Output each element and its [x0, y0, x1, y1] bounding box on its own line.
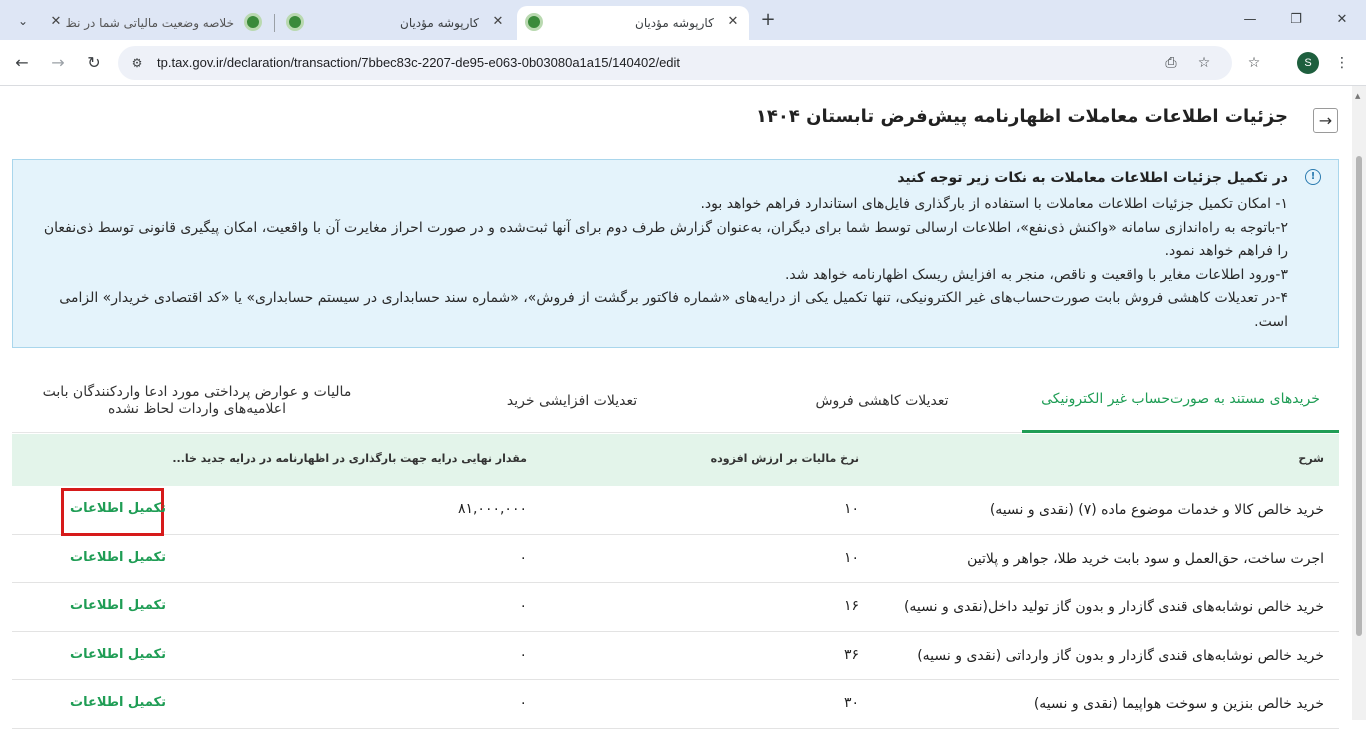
row-vat-rate: ۱۰ [843, 501, 859, 517]
browser-tab-karpooshe-active[interactable] [517, 6, 749, 40]
restore-icon[interactable]: ❐ [1290, 12, 1302, 27]
table-row [12, 486, 1339, 535]
complete-info-link[interactable]: تکمیل اطلاعات [70, 646, 166, 662]
table-row [12, 680, 1339, 729]
section-tabs [12, 369, 1339, 433]
row-vat-rate: ۱۰ [843, 549, 859, 566]
notice-box [12, 159, 1339, 348]
site-info-icon[interactable]: ⚙ [131, 56, 143, 70]
row-vat-rate: ۳۶ [843, 646, 859, 663]
bookmark-star-icon[interactable]: ☆ [1197, 55, 1211, 71]
complete-info-link[interactable]: تکمیل اطلاعات [70, 501, 166, 516]
browser-tab-title: کارپوشه مؤدیان [400, 16, 479, 30]
minimize-icon[interactable]: — [1243, 12, 1257, 27]
forward-icon[interactable]: → [51, 53, 65, 72]
close-tab-icon[interactable]: ✕ [492, 14, 504, 29]
back-arrow-button[interactable]: → [1313, 108, 1338, 133]
browser-tab-title: کارپوشه مؤدیان [635, 16, 714, 30]
favicon-icon [525, 13, 543, 31]
tab-import-taxes-claimed[interactable]: مالیات و عوارض پرداختی مورد ادعا واردکنندگان بابت اعلامیه‌های واردات لحاظ نشده [42, 384, 352, 417]
tab-sales-decrease-adjustments[interactable]: تعدیلات کاهشی فروش [815, 392, 949, 409]
transactions-table [12, 434, 1339, 729]
row-amount: ۸۱,۰۰۰,۰۰۰ [457, 501, 527, 517]
row-amount: ۰ [519, 549, 527, 566]
row-vat-rate: ۳۰ [843, 695, 859, 711]
reload-icon[interactable]: ↻ [87, 53, 101, 72]
window-close-icon[interactable]: ✕ [1336, 12, 1348, 27]
scrollbar-thumb[interactable] [1356, 156, 1362, 636]
table-header [12, 434, 1339, 486]
scroll-up-icon[interactable]: ▲ [1355, 92, 1361, 100]
row-description: خرید خالص کالا و خدمات موضوع ماده (۷) (نقدی و نسیه) [989, 502, 1324, 518]
browser-tab-title: خلاصه وضعیت مالیاتی شما در نظ [65, 16, 234, 30]
new-tab-button[interactable]: + [760, 9, 776, 30]
profile-avatar[interactable]: S [1297, 52, 1319, 74]
page-scrollbar[interactable] [1352, 86, 1366, 720]
row-description: خرید خالص نوشابه‌های قندی گازدار و بدون گاز تولید داخل(نقدی و نسیه) [903, 599, 1324, 615]
close-tab-icon[interactable]: ✕ [727, 14, 739, 29]
header-description: شرح [1298, 452, 1324, 465]
install-app-icon[interactable]: ⎙ [1165, 55, 1177, 71]
browser-toolbar [0, 40, 1366, 86]
notice-line: ۲-باتوجه به راه‌اندازی سامانه «واکنش ذی‌نفع»، اطلاعات ارسالی توسط شما برای دیگران، به‌عنوان گزارش طرف دوم برای آنها ثبت‌شده و در صورت احراز مغایرت آن با واقعیت، امکان پیگیری قانونی توسط ذی‌نفعان را فراهم خواهد نمود. [43, 219, 1288, 259]
info-icon: ! [1305, 169, 1321, 185]
browser-tabstrip [0, 0, 1366, 40]
complete-info-link[interactable]: تکمیل اطلاعات [70, 549, 166, 565]
address-bar[interactable] [118, 46, 1232, 80]
row-description: خرید خالص نوشابه‌های قندی گازدار و بدون گاز وارداتی (نقدی و نسیه) [917, 647, 1324, 664]
header-vat-rate: نرخ مالیات بر ارزش افزوده [710, 452, 859, 465]
page-title: جزئیات اطلاعات معاملات اظهارنامه پیش‌فرض تابستان ۱۴۰۴ [755, 106, 1288, 127]
header-final-amount: مقدار نهایی درایه جهت بارگذاری در اظهارنامه در درایه جدید خا... [172, 452, 527, 465]
row-amount: ۰ [519, 695, 527, 711]
bookmarks-icon[interactable]: ☆ [1247, 55, 1261, 71]
url-text[interactable]: tp.tax.gov.ir/declaration/transaction/7bbec83c-2207-de95-e063-0b03080a1a15/140402/edit [157, 55, 681, 70]
menu-kebab-icon[interactable]: ⋮ [1335, 55, 1349, 71]
table-row [12, 583, 1339, 632]
tab-non-electronic-purchases[interactable]: خریدهای مستند به صورت‌حساب غیر الکترونیکی [1022, 369, 1339, 433]
back-icon[interactable]: ← [15, 53, 29, 72]
table-row [12, 632, 1339, 681]
complete-info-link[interactable]: تکمیل اطلاعات [70, 598, 166, 613]
complete-info-link[interactable]: تکمیل اطلاعات [70, 695, 166, 710]
browser-tab-karpooshe-1[interactable] [276, 6, 514, 40]
tab-purchase-increase-adjustments[interactable]: تعدیلات افزایشی خرید [506, 392, 638, 409]
row-description: خرید خالص بنزین و سوخت هواپیما (نقدی و نسیه) [1033, 696, 1324, 712]
notice-title: در تکمیل جزئیات اطلاعات معاملات به نکات زیر توجه کنید [897, 170, 1288, 186]
table-row [12, 535, 1339, 584]
close-tab-icon[interactable]: ✕ [50, 14, 62, 29]
row-vat-rate: ۱۶ [843, 598, 859, 614]
notice-line: ۳-ورود اطلاعات مغایر با واقعیت و ناقص، منجر به افزایش ریسک اظهارنامه خواهد شد. [784, 266, 1288, 283]
tab-divider [274, 14, 275, 32]
row-amount: ۰ [519, 598, 527, 614]
row-description: اجرت ساخت، حق‌العمل و سود بابت خرید طلا، جواهر و پلاتین [967, 550, 1324, 567]
tab-search-chevron-icon[interactable]: ⌄ [17, 14, 29, 28]
page-content [0, 86, 1352, 720]
favicon-icon [286, 13, 304, 31]
row-amount: ۰ [519, 646, 527, 663]
notice-line: ۱- امکان تکمیل جزئیات اطلاعات معاملات با استفاده از بارگذاری فایل‌های استاندارد فراهم خواهد بود. [700, 196, 1288, 212]
notice-line: ۴-در تعدیلات کاهشی فروش بابت صورت‌حساب‌های غیر الکترونیکی، تنها تکمیل یکی از درایه‌های «شماره فاکتور برگشت از فروش»، «شماره سند حسابداری در سیستم حسابداری» یا «کد اقتصادی خریدار» الزامی است. [59, 290, 1288, 330]
favicon-icon [244, 13, 262, 31]
browser-tab-tax-summary[interactable] [40, 6, 272, 40]
